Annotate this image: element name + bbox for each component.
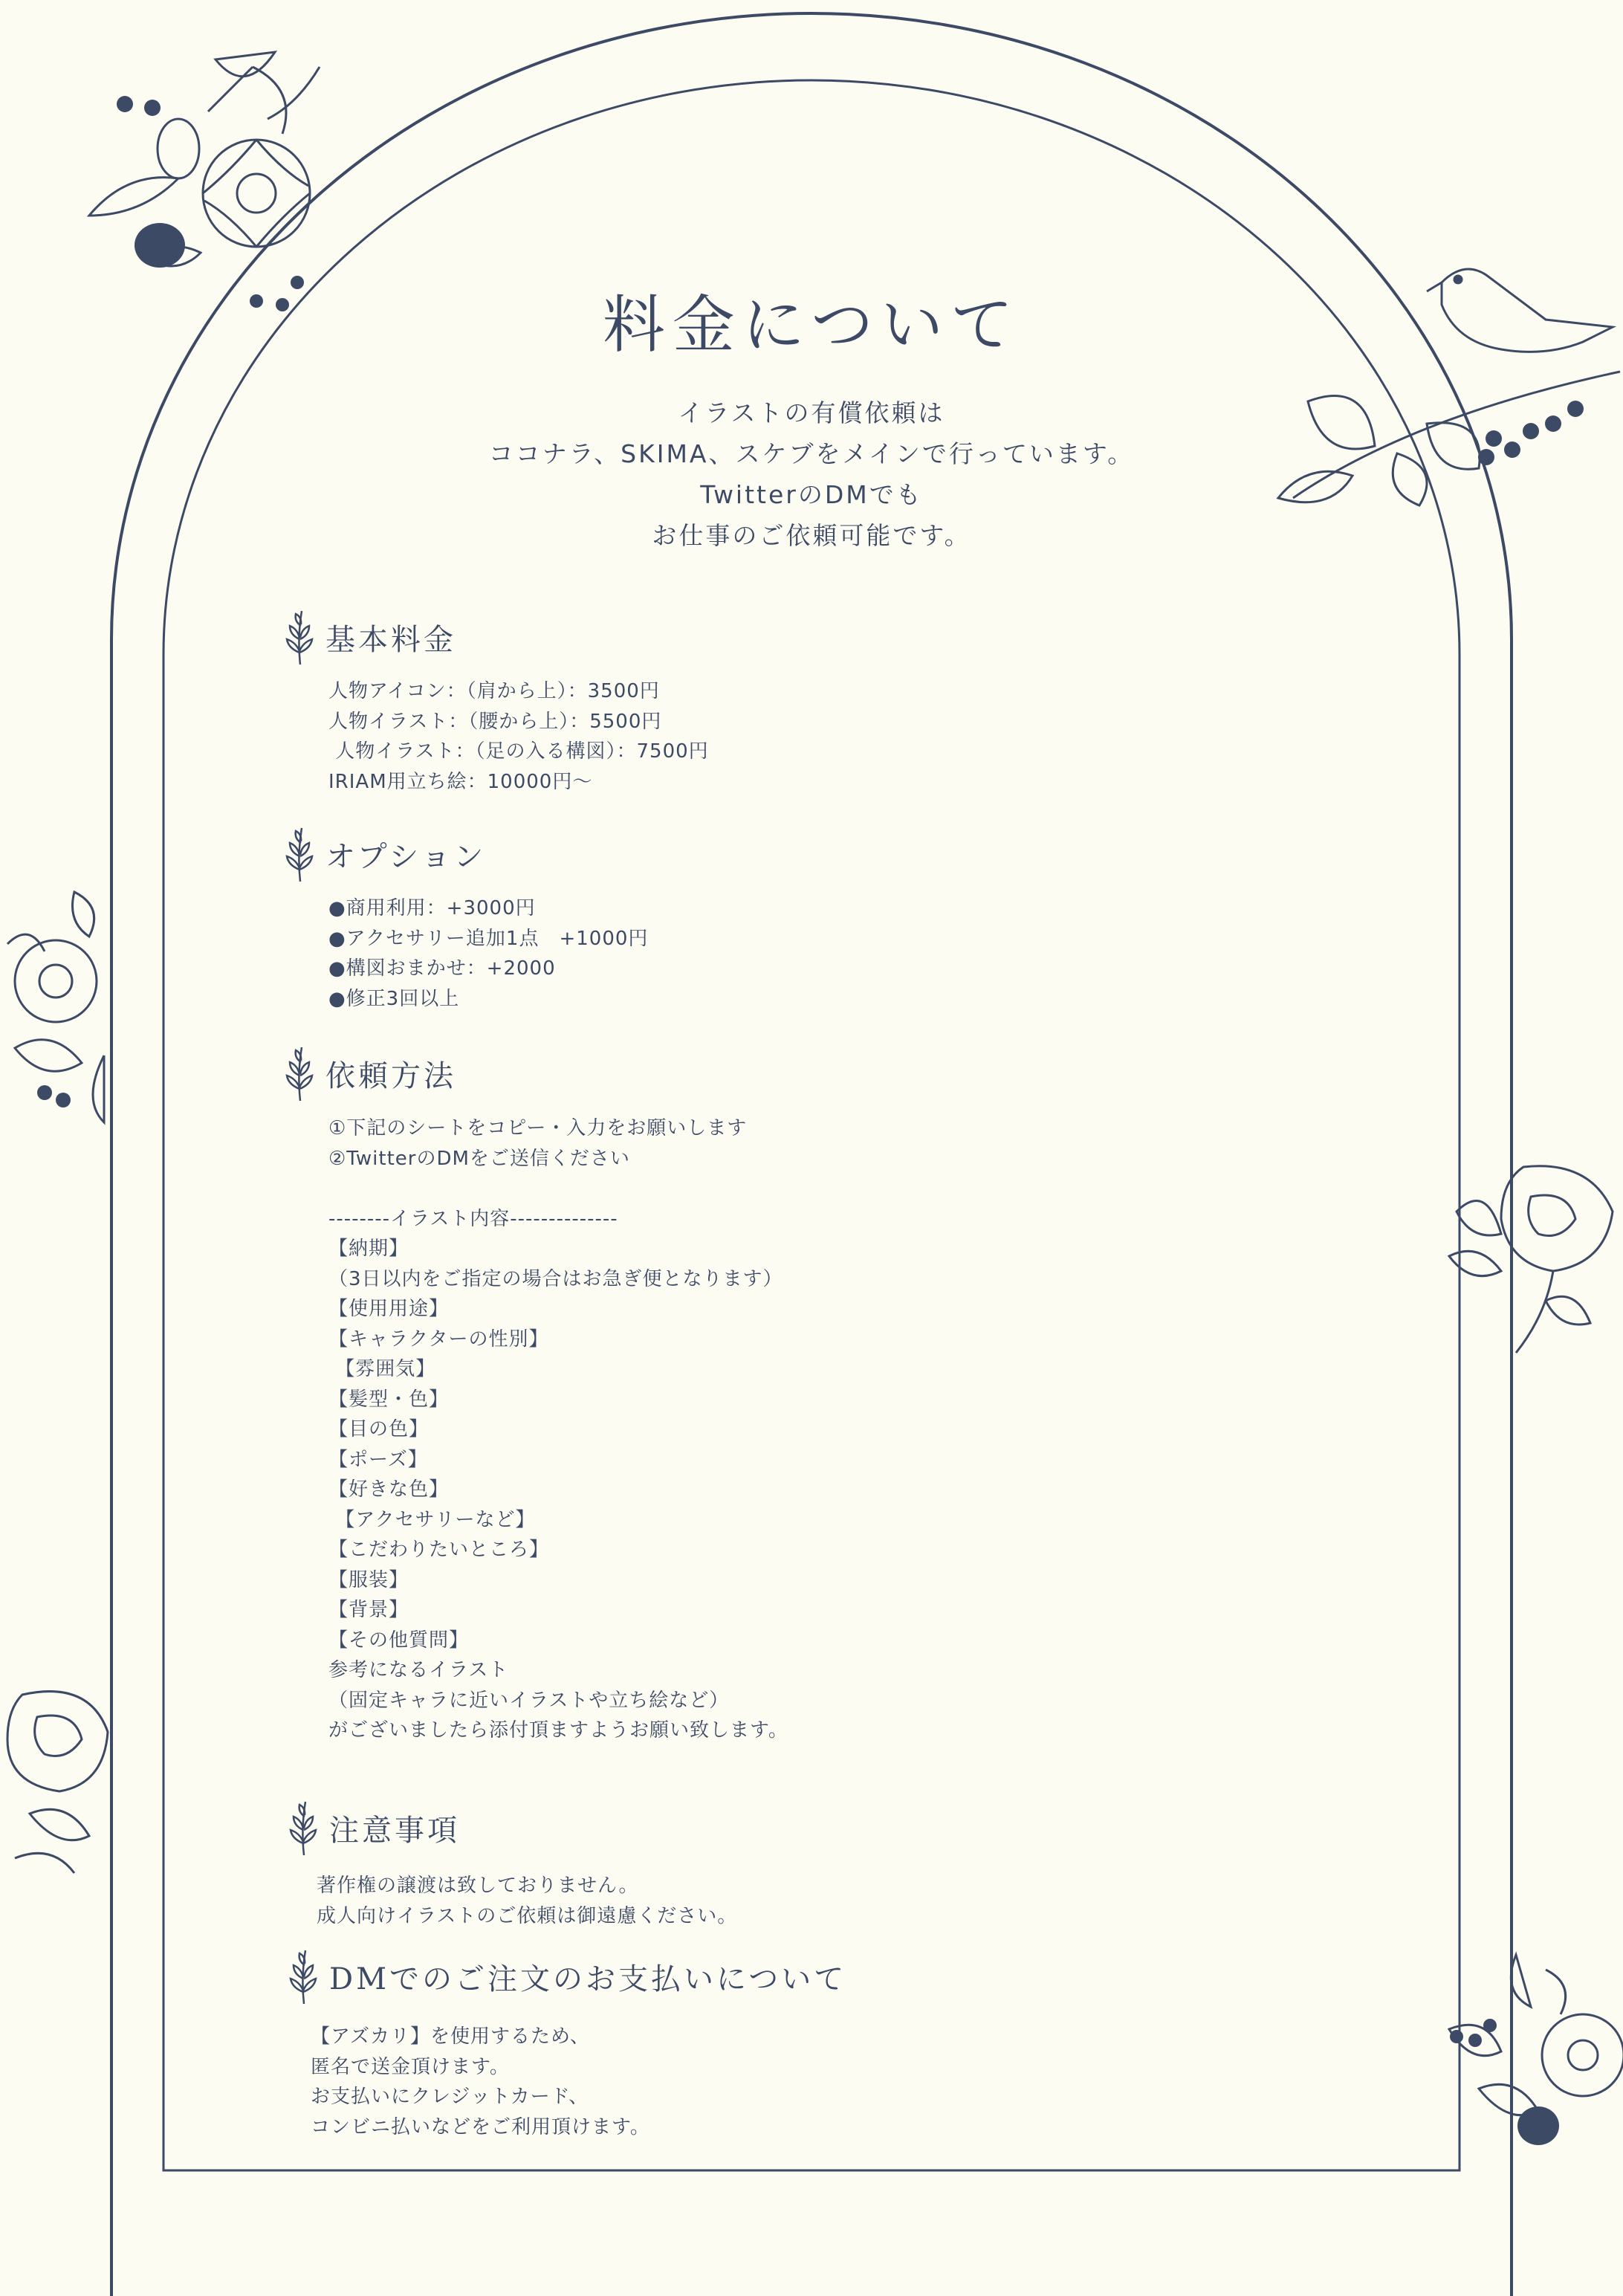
list-item: コンビニ払いなどをご利用頂けます。 [311, 2115, 650, 2138]
list-item: （固定キャラに近いイラストや立ち絵など） [328, 1689, 730, 1712]
section-heading-label: オプション [325, 839, 487, 874]
list-item: 【服装】 [328, 1568, 409, 1591]
section-heading-dm-payment [286, 1947, 846, 2005]
rose-right-icon [1442, 1152, 1623, 1360]
intro-text [0, 392, 1623, 556]
list-item: 【髪型・色】 [328, 1388, 450, 1411]
list-item: ●アクセサリー追加1点 +1000円 [328, 927, 649, 950]
notes-list [317, 1871, 737, 1931]
section-heading-options [282, 825, 486, 883]
list-item: お支払いにクレジットカード、 [311, 2086, 589, 2108]
list-item: ●構図おまかせ：+2000 [328, 957, 556, 980]
intro-line: TwitterのDMでも [700, 480, 923, 509]
page-title: 料金について [602, 288, 1021, 361]
list-item: ②TwitterのDMをご送信ください [328, 1147, 630, 1170]
list-item: 【その他質問】 [328, 1629, 470, 1652]
leaf-sprig-icon [286, 1799, 320, 1857]
list-item: 【アズカリ】を使用するため、 [311, 2025, 590, 2048]
section-heading-label: DMでのご注文のお支払いについて [329, 1962, 847, 1996]
basic-price-list [328, 676, 709, 797]
rose-left-icon [0, 1680, 111, 1881]
list-item: 【こだわりたいところ】 [328, 1539, 550, 1561]
list-item: 【使用用途】 [328, 1298, 450, 1320]
section-heading-label: 注意事項 [329, 1813, 460, 1848]
list-item: 【キャラクターの性別】 [328, 1328, 549, 1351]
options-list [328, 893, 648, 1014]
leaf-sprig-icon [286, 1947, 320, 2005]
flower-cluster-left-icon [0, 877, 111, 1130]
section-heading-label: 依頼方法 [325, 1058, 456, 1093]
list-item: 【納期】 [328, 1238, 409, 1260]
leaf-sprig-icon [282, 825, 317, 883]
list-item: ①下記のシートをコピー・入力をお願いします [328, 1117, 748, 1139]
leaf-sprig-icon [282, 608, 317, 666]
intro-line: お仕事のご依頼可能です。 [652, 521, 971, 550]
list-item: がございましたら添付頂ますようお願い致します。 [328, 1719, 788, 1742]
list-item: ●修正3回以上 [328, 987, 460, 1010]
list-item: 【アクセサリーなど】 [328, 1508, 536, 1531]
intro-line: イラストの有償依頼は [678, 398, 945, 427]
list-item: 匿名で送金頂けます。 [311, 2055, 510, 2078]
section-heading-label: 基本料金 [325, 622, 456, 657]
list-item: （3日以内をご指定の場合はお急ぎ便となります） [328, 1267, 783, 1290]
list-item: 人物アイコン：（肩から上）：3500円 [328, 680, 660, 702]
list-item: 【目の色】 [328, 1418, 430, 1440]
list-item: ●商用利用：+3000円 [328, 897, 536, 919]
leaf-sprig-icon [282, 1044, 317, 1102]
list-item: 参考になるイラスト [328, 1659, 509, 1681]
list-item: 人物イラスト：（足の入る構図）：7500円 [328, 740, 709, 763]
section-heading-basic-price [282, 608, 456, 666]
list-item: 人物イラスト：（腰から上）：5500円 [328, 710, 662, 733]
dm-payment-list [311, 2022, 650, 2142]
list-item: 【ポーズ】 [328, 1448, 428, 1471]
flower-bouquet-bottom-right-icon [1434, 1940, 1623, 2163]
list-item: 著作権の譲渡は致しておりません。 [317, 1875, 639, 1897]
list-item: IRIAM用立ち絵：10000円〜 [328, 770, 593, 793]
list-item: 【背景】 [328, 1599, 409, 1621]
intro-line: ココナラ、SKIMA、スケブをメインで行っています。 [488, 439, 1135, 468]
list-item: 【雰囲気】 [328, 1358, 436, 1380]
list-item: --------イラスト内容-------------- [328, 1207, 618, 1230]
list-item: 成人向けイラストのご依頼は御遠慮ください。 [317, 1904, 738, 1927]
section-heading-notes [286, 1799, 460, 1857]
list-item: 【好きな色】 [328, 1478, 450, 1501]
section-heading-request-method [282, 1044, 456, 1102]
list-item [328, 1174, 788, 1204]
request-method-list [328, 1113, 788, 1746]
